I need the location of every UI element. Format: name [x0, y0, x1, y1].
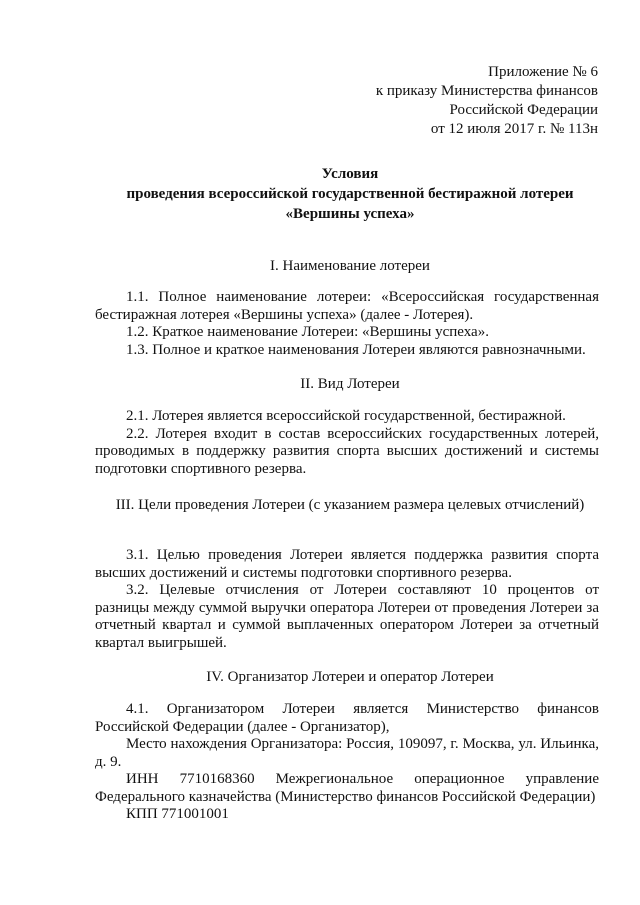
paragraph-4-3: ИНН 7710168360 Межрегиональное операционное управление Федерального казначейства (Министерство финансов Российской Федерации) — [95, 771, 599, 805]
paragraph-3-2: 3.2. Целевые отчисления от Лотереи составляют 10 процентов от разницы между суммой выручки оператора Лотереи от проведения Лотереи за отчетный квартал и суммой выплаченных оператором Лотереи за отчетный квартал выигрышей. — [95, 582, 599, 651]
appendix-number: Приложение № 6 — [488, 64, 598, 80]
section-heading-3: III. Цели проведения Лотереи (с указанием размера целевых отчислений) — [115, 497, 585, 513]
paragraph-4-1: 4.1. Организатором Лотереи является Министерство финансов Российской Федерации (далее - Организатор), — [95, 701, 599, 735]
document-title — [95, 164, 605, 224]
section-body-2 — [95, 408, 599, 478]
paragraph-3-1: 3.1. Целью проведения Лотереи является поддержка развития спорта высших достижений и системы подготовки спортивного резерва. — [95, 547, 599, 581]
section-heading-2: II. Вид Лотереи — [300, 376, 400, 392]
section-body-1 — [95, 289, 599, 359]
appendix-order-line: к приказу Министерства финансов — [375, 83, 598, 99]
paragraph-1-1: 1.1. Полное наименование лотереи: «Всероссийская государственная бестиражная лотерея «Вершины успеха» (далее - Лотерея). — [95, 289, 599, 323]
paragraph-4-4: КПП 771001001 — [126, 806, 229, 822]
title-line-1: Условия — [321, 166, 379, 182]
section-body-4 — [95, 701, 599, 824]
title-line-2: проведения всероссийской государственной бестиражной лотереи — [126, 186, 574, 202]
section-body-3 — [95, 547, 599, 652]
section-heading-1: I. Наименование лотереи — [270, 258, 430, 274]
title-line-3: «Вершины успеха» — [285, 206, 415, 222]
paragraph-4-2: Место нахождения Организатора: Россия, 109097, г. Москва, ул. Ильинка, д. 9. — [95, 736, 599, 770]
section-heading-4: IV. Организатор Лотереи и оператор Лотереи — [206, 669, 494, 685]
paragraph-2-2: 2.2. Лотерея входит в состав всероссийских государственных лотерей, проводимых в поддержку развития спорта высших достижений и системы подготовки спортивного резерва. — [95, 425, 599, 477]
paragraph-2-1: 2.1. Лотерея является всероссийской государственной, бестиражной. — [126, 408, 566, 424]
appendix-date-line: от 12 июля 2017 г. № 113н — [430, 121, 598, 137]
appendix-header — [376, 63, 598, 139]
appendix-country-line: Российской Федерации — [449, 102, 598, 118]
paragraph-1-3: 1.3. Полное и краткое наименования Лотереи являются равнозначными. — [126, 341, 586, 358]
paragraph-1-2: 1.2. Краткое наименование Лотереи: «Вершины успеха». — [126, 324, 489, 340]
